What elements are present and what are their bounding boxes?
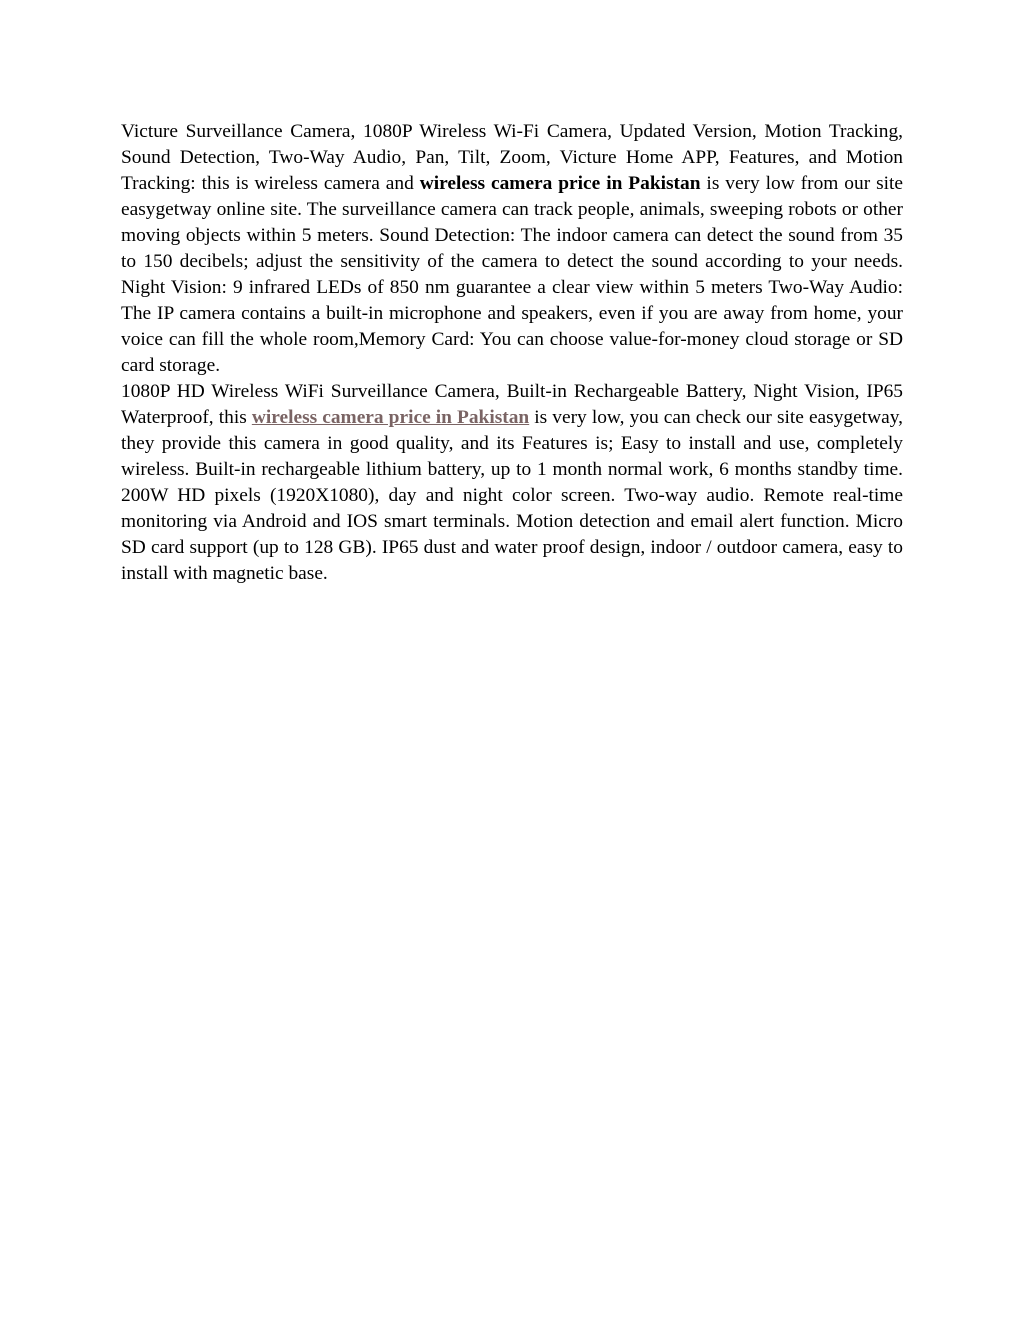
paragraph-2-text-end: is very low, you can check our site easygetway, they provide this camera in good quality, and its Features is; Easy to install and use, completely wireless. Built-in rechargeable lithium battery, up to 1 month normal work, 6 months standby time. 200W HD pixels (1920X1080), day and night color screen. Two-way audio. Remote real-time monitoring via Android and IOS smart terminals. Motion detection and email alert function. Micro SD card support (up to 128 GB). IP65 dust and water proof design, indoor / outdoor camera, easy to install with magnetic base. — [121, 407, 903, 584]
document-body — [121, 119, 903, 587]
paragraph-1-text-start: Victure Surveillance Camera, 1080P Wireless Wi-Fi Camera, Updated Version, Motion Tracking, Sound Detection, Two-Way Audio, Pan, Tilt, Zoom, Victure Home APP, Features, and Motion Tracking: this is wireless camera and — [121, 121, 903, 194]
paragraph-victure-camera — [121, 119, 903, 379]
paragraph-2-text-start: 1080P HD Wireless WiFi Surveillance Camera, Built-in Rechargeable Battery, Night Vision, IP65 Waterproof, this — [121, 381, 903, 428]
paragraph-hd-wifi-camera — [121, 379, 903, 587]
bold-keyword: wireless camera price in Pakistan — [419, 173, 701, 194]
keyword-link[interactable]: wireless camera price in Pakistan — [251, 407, 530, 428]
paragraph-1-text-end: is very low from our site easygetway online site. The surveillance camera can track people, animals, sweeping robots or other moving objects within 5 meters. Sound Detection: The indoor camera can detect the sound from 35 to 150 decibels; adjust the sensitivity of the camera to detect the sound according to your needs. Night Vision: 9 infrared LEDs of 850 nm guarantee a clear view within 5 meters Two-Way Audio: The IP camera contains a built-in microphone and speakers, even if you are away from home, your voice can fill the whole room,Memory Card: You can choose value-for-money cloud storage or SD card storage. — [121, 173, 904, 376]
